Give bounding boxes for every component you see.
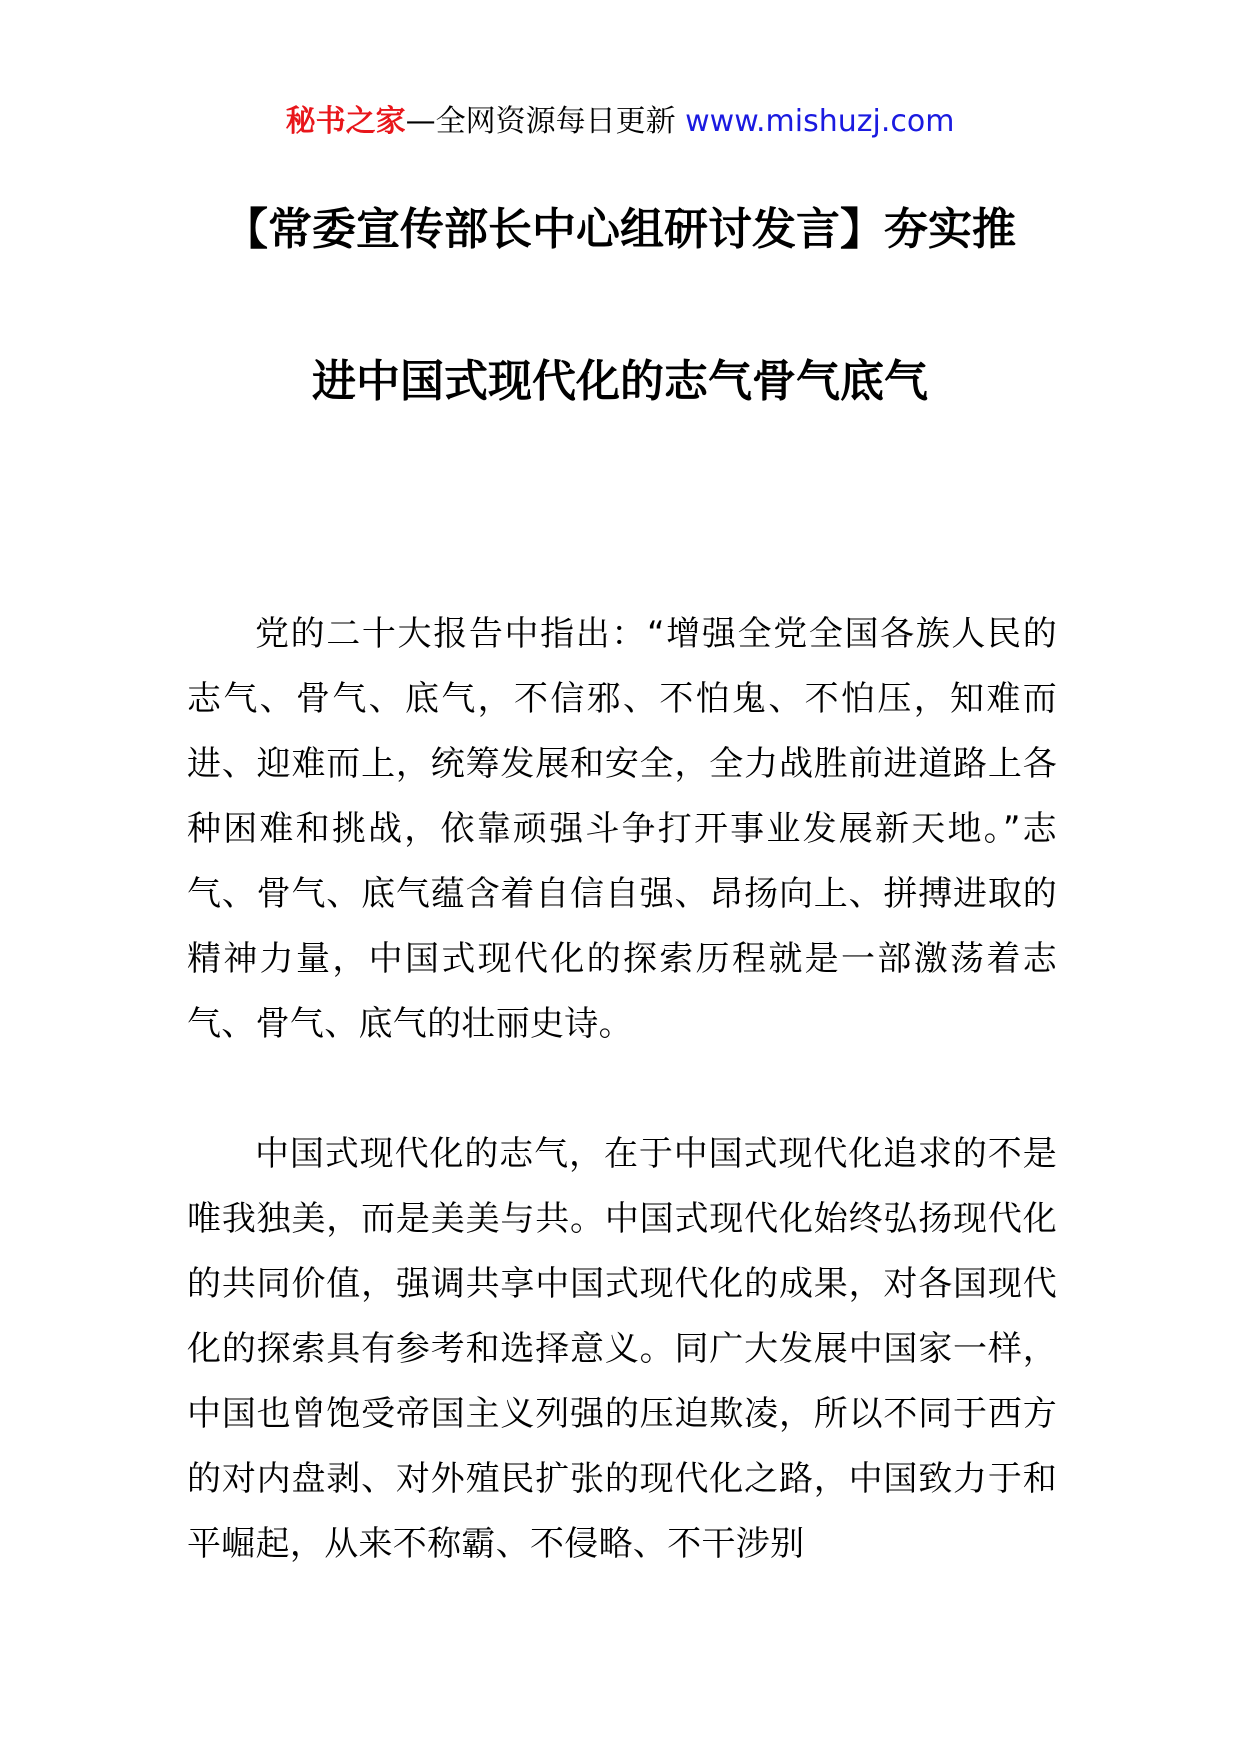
brand-name: 秘书之家 bbox=[285, 104, 406, 139]
header-dash: — bbox=[405, 104, 436, 139]
site-header bbox=[0, 100, 1240, 144]
body-paragraph-2: 中国式现代化的志气，在于中国式现代化追求的不是唯我独美，而是美美与共。中国式现代化始终弘扬现代化的共同价值，强调共享中国式现代化的成果，对各国现代化的探索具有参考和选择意义。同广大发展中国家一样，中国也曾饱受帝国主义列强的压迫欺凌，所以不同于西方的对内盘剥、对外殖民扩张的现代化之路，中国致力于和平崛起，从来不称霸、不侵略、不干涉别 bbox=[187, 1134, 1057, 1564]
site-url-link[interactable]: www.mishuzj.com bbox=[685, 104, 955, 139]
body-paragraph-1: 党的二十大报告中指出：“增强全党全国各族人民的志气、骨气、底气，不信邪、不怕鬼、不怕压，知难而进、迎难而上，统筹发展和安全，全力战胜前进道路上各种困难和挑战，依靠顽强斗争打开事业发展新天地。”志气、骨气、底气蕴含着自信自强、昂扬向上、拼搏进取的精神力量，中国式现代化的探索历程就是一部激荡着志气、骨气、底气的壮丽史诗。 bbox=[187, 614, 1057, 1044]
document-title-line-2: 进中国式现代化的志气骨气底气 bbox=[312, 356, 928, 407]
header-tagline: 全网资源每日更新 bbox=[435, 104, 686, 139]
document-title-line-1: 【常委宣传部长中心组研讨发言】夯实推 bbox=[224, 204, 1016, 255]
